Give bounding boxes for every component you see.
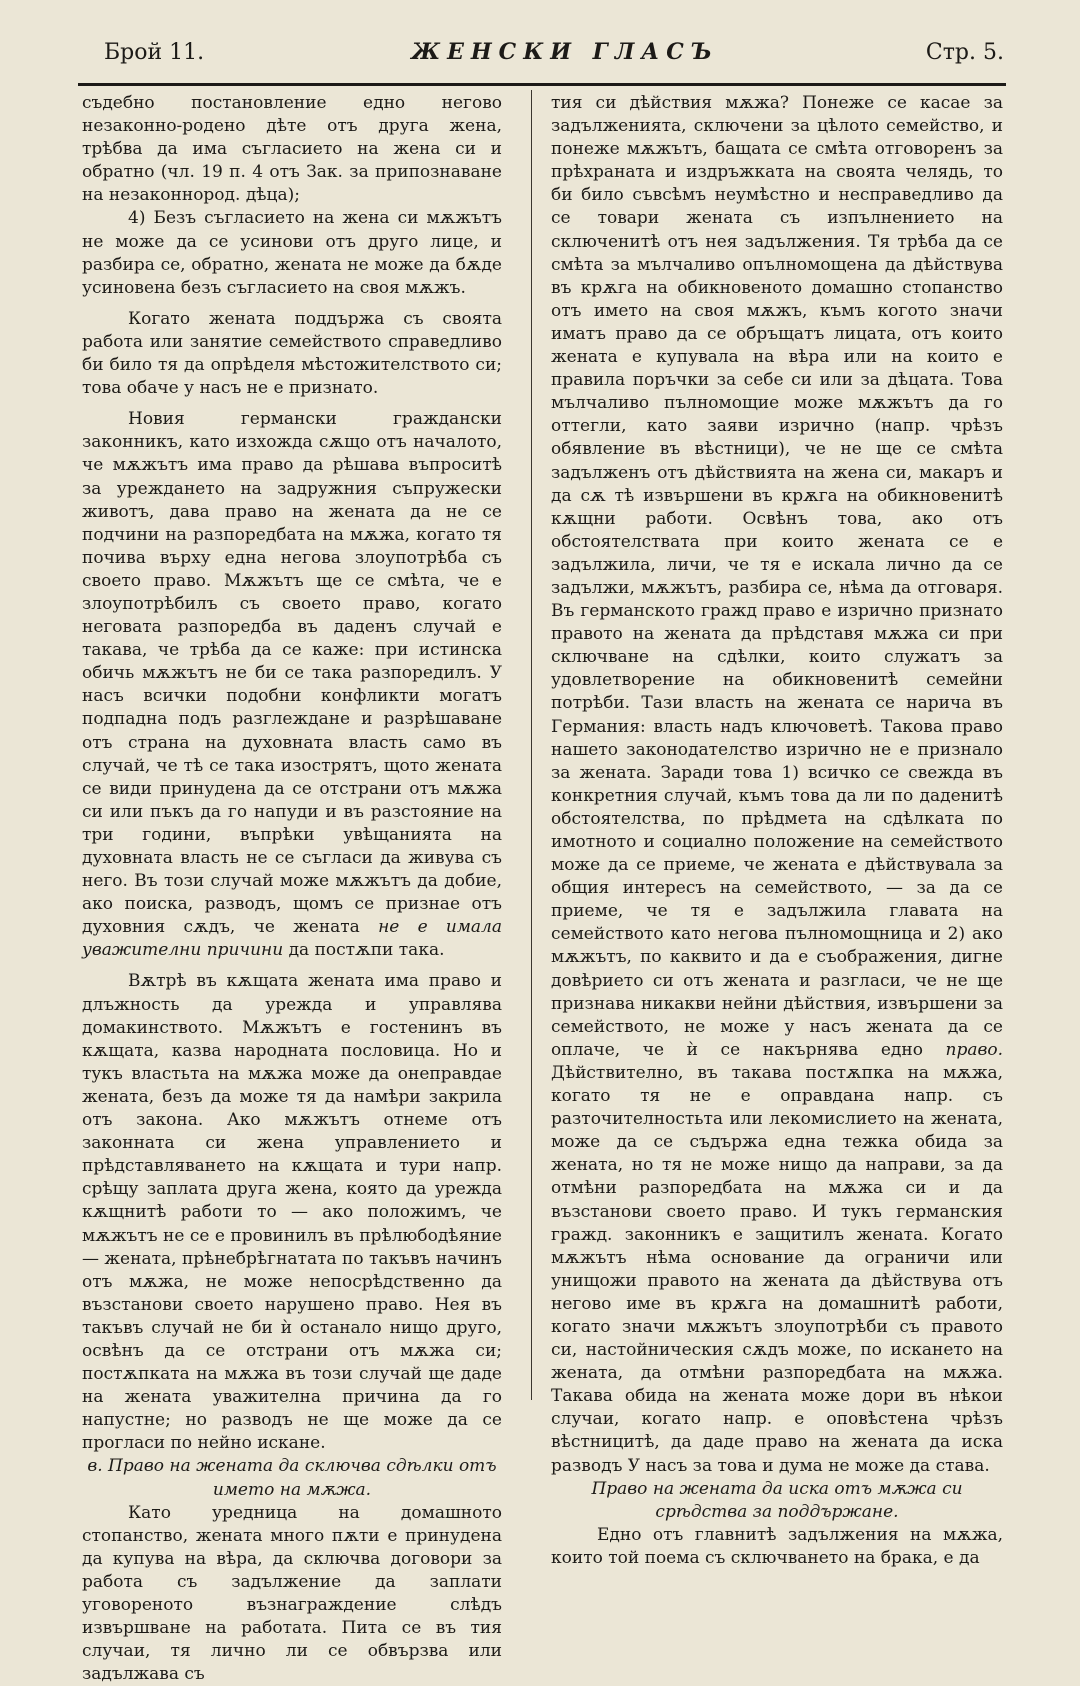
column-divider <box>531 90 532 1400</box>
paragraph-text: да постѫпи така. <box>288 940 445 961</box>
paragraph-text: тия си дѣйствия мѫжа? Понеже се касае за задълженията, сключени за цѣлото семейство, и понеже мѫжътъ, бащата се смѣта отговоренъ за прѣхраната и издръжката на своята челядь, то би било съвсѣмъ неумѣстно и несправедливо да се товари жената съ изпълнението на сключенитѣ отъ нея задължения. Тя трѣба да се смѣта за мълчаливо опълномощена да дѣйствува въ крѫга на обикновеното домашно стопанство отъ името на своя мѫжъ, къмъ когото значи иматъ право да се обръщатъ лицата, отъ които жената е купувала на вѣра или на които е правила поръчки за себе си или за дѣцата. Това мълчаливо пълномощие може мѫжътъ да го оттегли, като заяви изрично (напр. чрѣзъ обявление въ вѣстници), че не ще се смѣта задълженъ отъ дѣйствията на жена си, макаръ и да сѫ тѣ извършени въ крѫга на обикновенитѣ кѫщни работи. Освѣнъ това, ако отъ обстоятелствата при които жената се е задължила, личи, че тя е искала лично да се задължи, мѫжътъ, разбира се, нѣма да отговаря. Въ германското гражд право е изрично признато правото на жената да прѣдставя мѫжа си при сключване на сдѣлки, които служатъ за удовлетворение на обикновенитѣ семейни потрѣби. Тази власть на жената се нарича въ Германия: власть надъ ключоветѣ. Такова право нашето законодателство изрично не е признало за жената. Заради това 1) всичко се свежда въ конкретния случай, къмъ това да ли по даденитѣ обстоятелства, по прѣдмета на сдѣлката по имотното и социално положение на семейството може да се приеме, че жената е дѣйствувала за общия интересъ на семейството, — за да се приеме, че тя е задължила главата на семейството като негова пълномощница и 2) ако мѫжътъ, по каквито и да е съображения, дигне довѣрието си отъ жената и разгласи, че не ще признава никакви нейни дѣйствия, извършени за семейството, не може у насъ жената да се оплаче, че ѝ се накърнява едно <box>551 93 1003 1060</box>
section-heading: Право на жената да иска отъ мѫжа си срѣдства за поддържане. <box>591 1478 963 1522</box>
paragraph: Едно отъ главнитѣ задължения на мѫжа, които той поема съ сключването на брака, е да <box>551 1524 1003 1568</box>
page-header <box>104 32 1004 72</box>
paragraph <box>82 408 502 962</box>
paragraph-text: Новия германски граждански законникъ, като изхожда сѫщо отъ началото, че мѫжътъ има право да рѣшава въпроситѣ за уреждането на задружния съпружески животъ, дава право на жената да не се подчини на разпоредбата на мѫжа, когато тя почива върху една негова злоупотрѣба съ своето право. Мѫжътъ ще се смѣта, че е злоупотрѣбилъ съ своето право, когато неговата разпоредба въ даденъ случай е такава, че трѣба да се каже: при истинска обичь мѫжътъ не би се така разпоредилъ. У насъ всички подобни конфликти могатъ подпадна подъ разглеждане и разрѣшаване отъ страна на духовната власть само въ случай, че тѣ се така изострятъ, щото жената се види принудена да се отстрани отъ мѫжа си или пъкъ да го напуди и въ разстояние на три години, въпрѣки увѣщанията на духовната власть не се съгласи да живува съ него. Въ този случай може мѫжътъ да добие, ако поиска, разводъ, щомъ се признае отъ духовния сѫдъ, че жената <box>82 409 502 938</box>
section-heading: в. Право на жената да сключва сдѣлки отъ името на мѫжа. <box>87 1456 497 1500</box>
paragraph: Като уредница на домашното стопанство, жената много пѫти е принудена да купува на вѣра, да сключва договори за работа съ задължение да заплати уговореното възнаграждение слѣдъ извършване на работата. Пита се въ тия случаи, тя лично ли се обвързва или задължава съ <box>82 1502 502 1685</box>
paragraph: 4) Безъ съгласието на жена си мѫжътъ не може да се усинови отъ друго лице, и разбира се, обратно, жената не може да бѫде усиновена безъ съгласието на своя мѫжъ. <box>82 208 502 298</box>
left-column <box>82 92 502 1686</box>
paragraph: Когато жената поддържа съ своята работа или занятие семейството справедливо би било тя да опрѣделя мѣстожителството си; това обаче у насъ не е признато. <box>82 308 502 399</box>
page-number: Стр. 5. <box>925 39 1004 65</box>
header-rule <box>78 83 1006 86</box>
masthead-title: ЖЕНСКИ ГЛАСЪ <box>411 39 719 65</box>
emphasis-text: право. <box>945 1039 1004 1060</box>
issue-number: Брой 11. <box>104 39 205 65</box>
paragraph <box>551 92 1003 1478</box>
paragraph: съдебно постановление едно негово незаконно-родено дѣте отъ друга жена, трѣбва да има съгласието на жена си и обратно (чл. 19 п. 4 отъ Зак. за припознаване на незаконнород. дѣца); <box>82 93 502 206</box>
right-column <box>551 92 1003 1570</box>
emphasis-text: не е имала уважителни причини <box>82 917 503 961</box>
paragraph-text: Дѣйствително, въ такава постѫпка на мѫжа, когато тя не е оправдана напр. съ разточителностьта или лекомислието на жената, може да се съдържа една тежка обида за жената, но тя не може нищо да направи, за да отмѣни разпоредбата на мѫжа си и да възстанови своето право. И тукъ германския гражд. законникъ е защитилъ жената. Когато мѫжътъ нѣма основание да ограничи или унищожи правото на жената да дѣйствува отъ негово име въ крѫга на домашнитѣ работи, когато значи мѫжътъ злоупотрѣби съ правото си, настойническия сѫдъ може, по искането на жената, да отмѣни разпоредбата на мѫжа. Такава обида на жената може дори въ нѣкои случаи, когато напр. е оповѣстена чрѣзъ вѣстницитѣ, да даде право на жената да иска разводъ У насъ за това и дума не може да става. <box>551 1062 1003 1476</box>
paragraph: Вѫтрѣ въ кѫщата жената има право и длъжность да урежда и управлява домакинството. Мѫжътъ е гостенинъ въ кѫщата, казва народната пословица. Но и тукъ властьта на мѫжа може да онеправдае жената, безъ да може тя да намѣри закрила отъ закона. Ако мѫжътъ отнеме отъ законната си жена управлението и прѣдставляването на кѫщата и тури напр. срѣщу заплата друга жена, която да урежда кѫщнитѣ работи то — ако положимъ, че мѫжътъ не се е провинилъ въ прѣлюбодѣяние — жената, прѣнебрѣгнатата по такъвъ начинъ отъ мѫжа, не може непосрѣдственно да възстанови своето нарушено право. Нея въ такъвъ случай не би ѝ останало нищо друго, освѣнъ да се отстрани отъ мѫжа си; постѫпката на мѫжа въ този случай ще даде на жената уважителна причина да го напустне; но разводъ не ще може да се прогласи по нейно искане. <box>82 971 502 1454</box>
